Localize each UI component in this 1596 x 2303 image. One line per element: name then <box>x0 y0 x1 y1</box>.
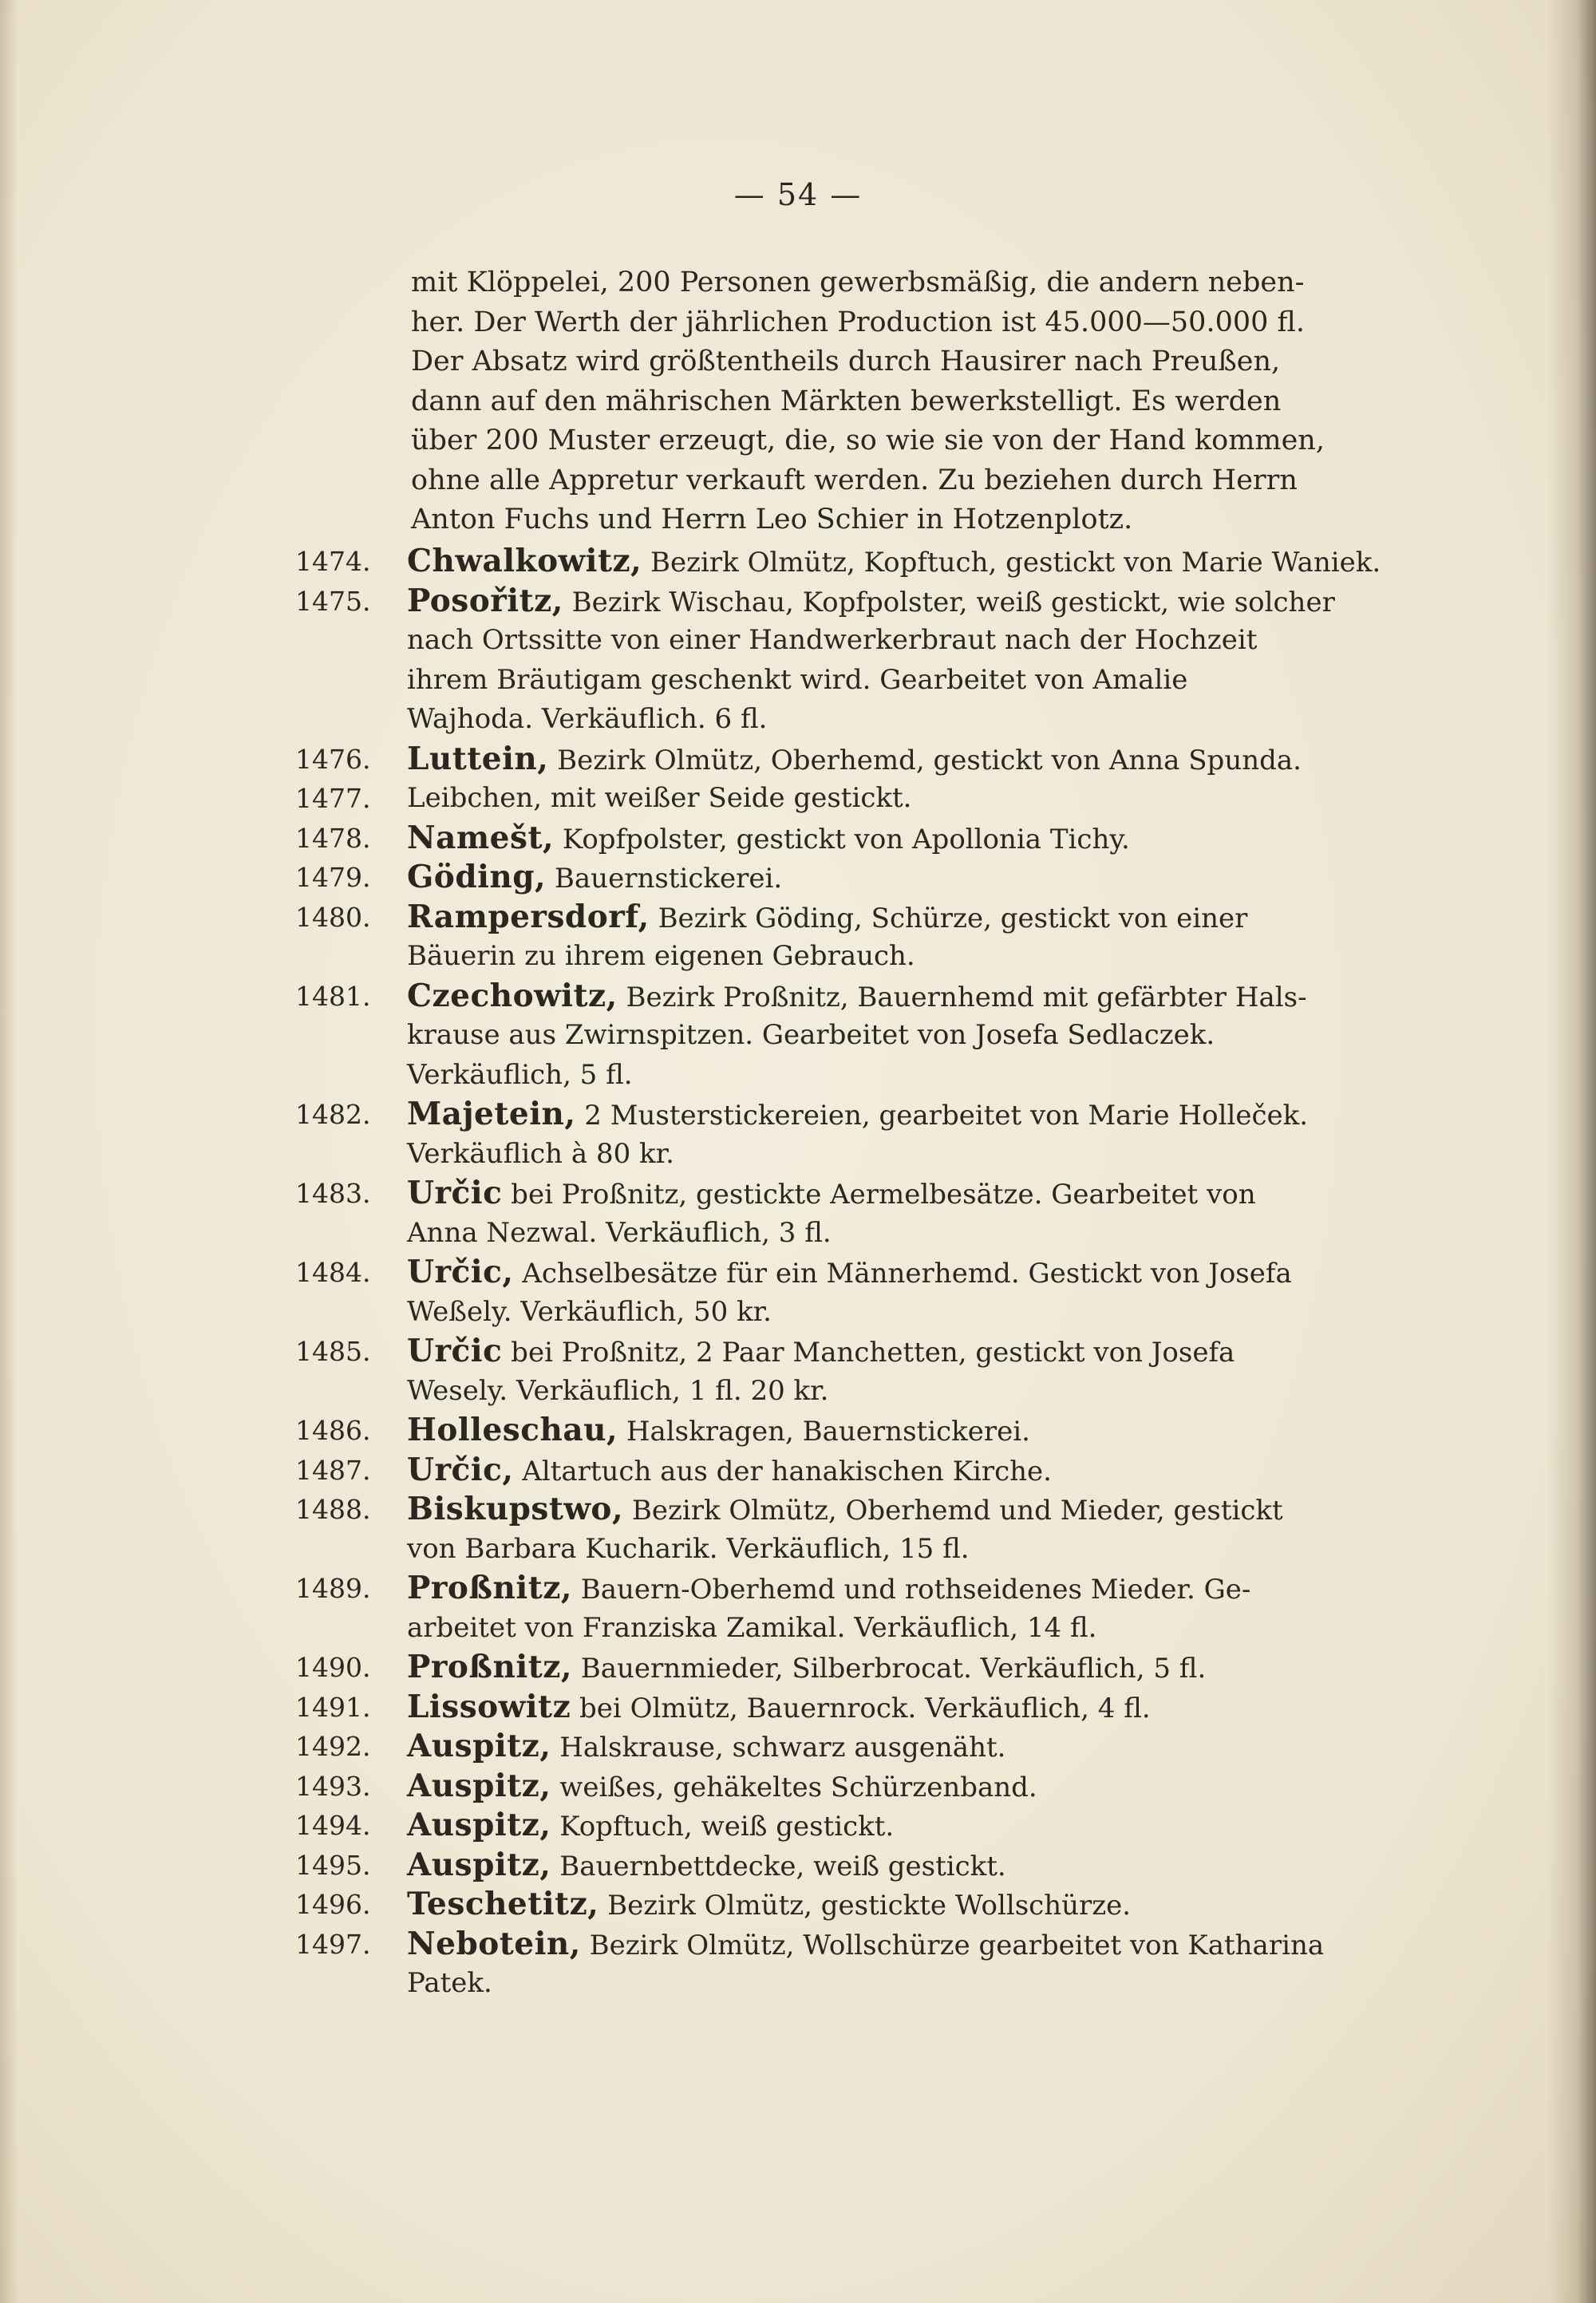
entry-description: weißes, gehäkeltes Schürzenband. <box>551 1771 1037 1803</box>
entry-place-name: Namešt, <box>407 819 555 856</box>
entry-line <box>407 1253 1341 1293</box>
catalog-entry <box>295 1253 1341 1332</box>
entry-number: 1475. <box>295 585 371 617</box>
entry-line <box>407 1214 1341 1254</box>
entry-number: 1494. <box>295 1810 371 1841</box>
intro-paragraph <box>411 263 1337 540</box>
entry-line <box>407 1174 1341 1214</box>
entry-line <box>407 1490 1341 1530</box>
entry-place-name: Určic, <box>407 1451 514 1488</box>
catalog-entries <box>295 542 1381 2004</box>
entry-number: 1483. <box>295 1178 371 1209</box>
entry-number: 1489. <box>295 1573 371 1604</box>
entry-number: 1477. <box>295 783 371 814</box>
entry-line <box>407 1688 1341 1728</box>
entry-description: Halskragen, Bauernstickerei. <box>618 1416 1030 1448</box>
entry-line <box>407 1885 1341 1925</box>
entry-description: Bezirk Olmütz, Oberhemd und Mieder, gestickt <box>623 1495 1283 1527</box>
entry-line <box>407 621 1341 661</box>
entry-number: 1496. <box>295 1889 371 1920</box>
entry-line <box>407 1135 1341 1175</box>
catalog-entry <box>295 898 1341 977</box>
entry-place-name: Určic <box>407 1175 503 1211</box>
catalog-entry <box>295 858 1341 898</box>
catalog-entry <box>295 1451 1341 1491</box>
entry-text <box>407 1925 1341 2004</box>
entry-text <box>407 542 1381 582</box>
entry-description: bei Olmütz, Bauernrock. Verkäuflich, 4 fl. <box>571 1692 1151 1724</box>
catalog-entry <box>295 819 1341 859</box>
page-number: — 54 — <box>733 177 863 212</box>
entry-number: 1487. <box>295 1454 371 1486</box>
entry-text <box>407 1332 1341 1411</box>
entry-line <box>407 977 1341 1017</box>
entry-line <box>407 779 1341 819</box>
catalog-entry <box>295 740 1341 780</box>
entry-line <box>407 1925 1341 1965</box>
entry-description: Halskrause, schwarz ausgenäht. <box>551 1732 1006 1764</box>
entry-place-name: Určic, <box>407 1254 514 1290</box>
intro-line: Anton Fuchs und Herrn Leo Schier in Hotzenplotz. <box>411 504 1133 535</box>
entry-text <box>407 858 1341 898</box>
entry-description: Bezirk Olmütz, Wollschürze gearbeitet von Katharina <box>580 1929 1325 1961</box>
entry-number: 1492. <box>295 1731 371 1762</box>
entry-place-name: Auspitz, <box>407 1807 551 1843</box>
entry-line <box>407 1411 1341 1451</box>
entry-description: ihrem Bräutigam geschenkt wird. Gearbeitet von Amalie <box>407 663 1188 696</box>
entry-description: bei Proßnitz, 2 Paar Manchetten, gestickt von Josefa <box>502 1337 1235 1369</box>
entry-number: 1476. <box>295 743 371 775</box>
entry-line <box>407 1372 1341 1412</box>
catalog-entry <box>295 977 1341 1096</box>
catalog-entry <box>295 1411 1341 1451</box>
catalog-entry <box>295 1174 1341 1253</box>
entry-place-name: Lissowitz <box>407 1688 571 1725</box>
entry-number: 1488. <box>295 1494 371 1525</box>
catalog-entry <box>295 1846 1341 1886</box>
entry-description: von Barbara Kucharik. Verkäuflich, 15 fl. <box>407 1532 970 1565</box>
entry-description: 2 Musterstickereien, gearbeitet von Marie Holleček. <box>575 1100 1309 1132</box>
entry-number: 1490. <box>295 1652 371 1683</box>
catalog-entry <box>295 1767 1341 1807</box>
catalog-entry <box>295 1885 1341 1925</box>
intro-line: dann auf den mährischen Märkten bewerkstelligt. Es werden <box>411 385 1282 417</box>
entry-description: bei Proßnitz, gestickte Aermelbesätze. Gearbeitet von <box>502 1179 1256 1211</box>
entry-number: 1484. <box>295 1257 371 1288</box>
entry-description: Bezirk Göding, Schürze, gestickt von einer <box>649 902 1248 934</box>
intro-line: Der Absatz wird größtentheils durch Hausirer nach Preußen, <box>411 346 1281 377</box>
entry-text <box>407 740 1341 780</box>
entry-place-name: Chwalkowitz, <box>407 543 642 579</box>
entry-text <box>407 1174 1341 1253</box>
entry-line <box>407 819 1341 859</box>
entry-place-name: Majetein, <box>407 1096 576 1132</box>
entry-line <box>407 1609 1341 1649</box>
entry-place-name: Určic <box>407 1333 503 1369</box>
entry-place-name: Rampersdorf, <box>407 898 650 935</box>
entry-description: Bezirk Olmütz, Kopftuch, gestickt von Marie Waniek. <box>642 547 1381 579</box>
entry-text <box>407 1648 1341 1688</box>
entry-place-name: Luttein, <box>407 740 549 777</box>
entry-text <box>407 1846 1341 1886</box>
entry-number: 1485. <box>295 1336 371 1367</box>
entry-text <box>407 779 1341 819</box>
entry-line <box>407 1016 1341 1056</box>
entry-description: arbeitet von Franziska Zamikal. Verkäuflich, 14 fl. <box>407 1611 1097 1644</box>
entry-place-name: Nebotein, <box>407 1925 581 1962</box>
entry-line <box>407 1964 1341 2004</box>
entry-line <box>407 1767 1341 1807</box>
entry-number: 1482. <box>295 1099 371 1130</box>
entry-number: 1497. <box>295 1928 371 1960</box>
catalog-entry <box>295 1648 1341 1688</box>
entry-line <box>407 1332 1341 1372</box>
intro-line: über 200 Muster erzeugt, die, so wie sie von der Hand kommen, <box>411 425 1325 456</box>
entry-description: Kopfpolster, gestickt von Apollonia Tichy. <box>554 823 1130 855</box>
entry-place-name: Auspitz, <box>407 1728 551 1764</box>
entry-text <box>407 977 1341 1096</box>
entry-line <box>407 1293 1341 1333</box>
entry-text <box>407 898 1341 977</box>
entry-line <box>407 1648 1341 1688</box>
entry-text <box>407 1569 1341 1648</box>
entry-text <box>407 1490 1341 1569</box>
entry-description: Bezirk Proßnitz, Bauernhemd mit gefärbter Hals- <box>617 981 1307 1013</box>
entry-number: 1491. <box>295 1691 371 1723</box>
entry-description: Bauernmieder, Silberbrocat. Verkäuflich, 5 fl. <box>571 1653 1207 1685</box>
entry-text <box>407 1727 1341 1767</box>
entry-text <box>407 1688 1341 1728</box>
page-spine-shadow <box>1548 0 1596 2303</box>
entry-description: Bezirk Olmütz, gestickte Wollschürze. <box>598 1890 1132 1922</box>
entry-number: 1493. <box>295 1770 371 1802</box>
entry-place-name: Göding, <box>407 859 547 895</box>
entry-line <box>407 1095 1341 1135</box>
entry-text <box>407 1767 1341 1807</box>
catalog-entry <box>295 1727 1341 1767</box>
entry-line <box>407 937 1341 977</box>
entry-description: Bauern-Oberhemd und rothseidenes Mieder. Ge- <box>571 1574 1251 1606</box>
catalog-entry <box>295 1688 1341 1728</box>
entry-place-name: Posořitz, <box>407 582 563 619</box>
entry-place-name: Proßnitz, <box>407 1649 572 1685</box>
entry-text <box>407 819 1341 859</box>
entry-description: Verkäuflich, 5 fl. <box>407 1058 633 1091</box>
entry-line <box>407 1727 1341 1767</box>
entry-number: 1480. <box>295 901 371 933</box>
entry-description: Kopftuch, weiß gestickt. <box>551 1811 895 1843</box>
entry-description: Anna Nezwal. Verkäuflich, 3 fl. <box>407 1216 832 1249</box>
entry-description: Altartuch aus der hanakischen Kirche. <box>513 1455 1052 1487</box>
entry-line <box>407 1451 1341 1491</box>
catalog-entry <box>295 1490 1341 1569</box>
entry-line <box>407 1056 1341 1096</box>
page-left-edge <box>0 0 18 2303</box>
entry-description: nach Ortssitte von einer Handwerkerbraut nach der Hochzeit <box>407 624 1258 656</box>
entry-text <box>407 1806 1341 1846</box>
entry-line <box>407 1530 1341 1570</box>
entry-text <box>407 1253 1341 1332</box>
entry-line <box>407 898 1341 938</box>
entry-number: 1495. <box>295 1849 371 1881</box>
entry-text <box>407 1095 1341 1174</box>
entry-description: Bauernstickerei. <box>546 863 783 895</box>
entry-number: 1478. <box>295 822 371 854</box>
catalog-entry <box>295 1332 1341 1411</box>
catalog-entry <box>295 1569 1341 1648</box>
entry-description: Leibchen, mit weißer Seide gestickt. <box>407 782 912 814</box>
catalog-entry <box>295 1095 1341 1174</box>
catalog-entry <box>295 779 1341 819</box>
entry-text <box>407 1451 1341 1491</box>
entry-text <box>407 1411 1341 1451</box>
entry-line <box>407 1846 1341 1886</box>
entry-number: 1481. <box>295 980 371 1012</box>
entry-text <box>407 1885 1341 1925</box>
entry-line <box>407 740 1341 780</box>
entry-place-name: Czechowitz, <box>407 977 618 1014</box>
entry-line <box>407 582 1341 622</box>
catalog-entry <box>295 582 1341 740</box>
entry-description: Bauernbettdecke, weiß gestickt. <box>551 1850 1006 1882</box>
entry-place-name: Teschetitz, <box>407 1886 599 1922</box>
intro-line: her. Der Werth der jährlichen Production ist 45.000—50.000 fl. <box>411 306 1305 338</box>
entry-place-name: Auspitz, <box>407 1767 551 1804</box>
entry-number: 1486. <box>295 1415 371 1446</box>
entry-description: Bezirk Wischau, Kopfpolster, weiß gestickt, wie solcher <box>563 586 1335 618</box>
entry-place-name: Proßnitz, <box>407 1570 572 1606</box>
entry-text <box>407 582 1341 740</box>
entry-description: Weßely. Verkäuflich, 50 kr. <box>407 1295 772 1328</box>
entry-place-name: Biskupstwo, <box>407 1491 624 1527</box>
catalog-entry <box>295 1806 1341 1846</box>
catalog-entry <box>295 542 1381 582</box>
entry-number: 1474. <box>295 546 371 577</box>
intro-line: ohne alle Appretur verkauft werden. Zu beziehen durch Herrn <box>411 464 1298 496</box>
entry-place-name: Auspitz, <box>407 1846 551 1883</box>
entry-line <box>407 1569 1341 1609</box>
entry-description: Bäuerin zu ihrem eigenen Gebrauch. <box>407 940 915 972</box>
intro-line: mit Klöppelei, 200 Personen gewerbsmäßig, die andern neben- <box>411 267 1305 298</box>
entry-description: Wesely. Verkäuflich, 1 fl. 20 kr. <box>407 1374 829 1407</box>
entry-description: Bezirk Olmütz, Oberhemd, gestickt von Anna Spunda. <box>548 744 1302 776</box>
entry-description: Verkäuflich à 80 kr. <box>407 1137 674 1170</box>
entry-number: 1479. <box>295 862 371 893</box>
entry-line <box>407 542 1381 582</box>
entry-description: Patek. <box>407 1967 492 1999</box>
entry-place-name: Holleschau, <box>407 1412 618 1448</box>
entry-description: krause aus Zwirnspitzen. Gearbeitet von Josefa Sedlaczek. <box>407 1019 1215 1051</box>
entry-line <box>407 700 1341 740</box>
entry-line <box>407 858 1341 898</box>
catalog-entry <box>295 1925 1341 2004</box>
entry-line <box>407 1806 1341 1846</box>
entry-line <box>407 661 1341 701</box>
entry-description: Achselbesätze für ein Männerhemd. Gestickt von Josefa <box>513 1258 1292 1290</box>
entry-description: Wajhoda. Verkäuflich. 6 fl. <box>407 703 768 735</box>
